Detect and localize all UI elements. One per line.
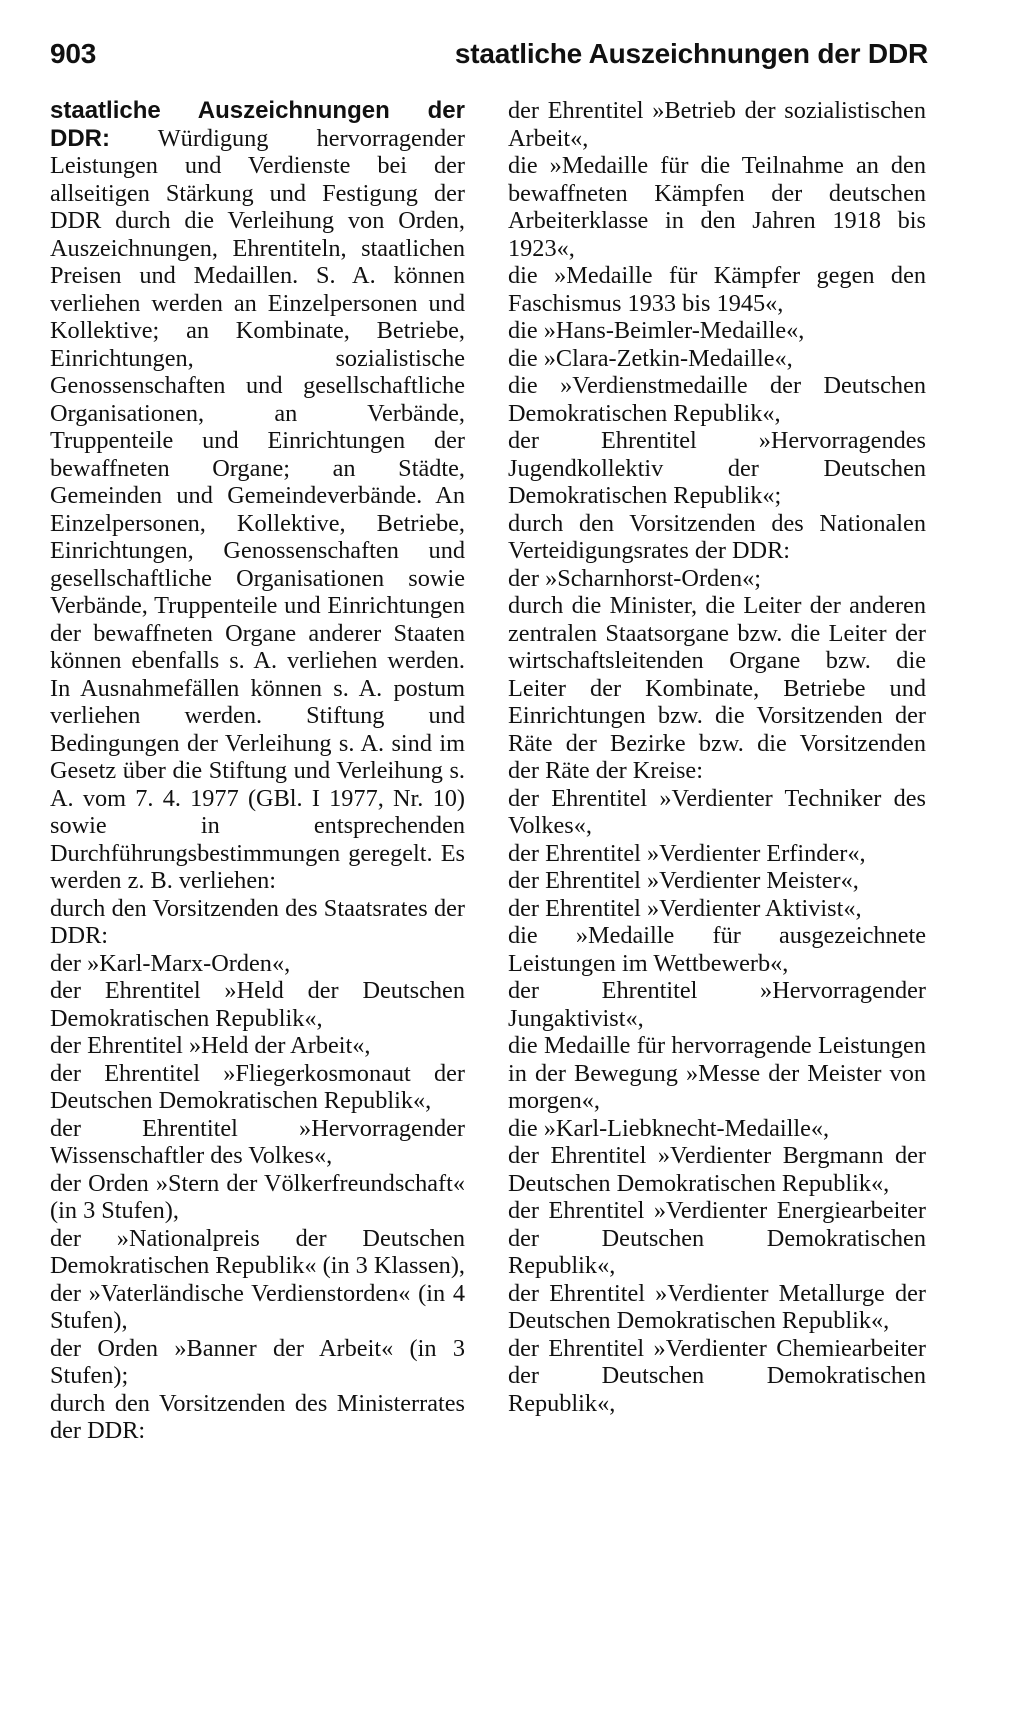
list-item: der Ehrentitel »Verdienter Erfinder«, xyxy=(508,839,866,867)
entry-headword: staatliche Auszeichnungen der DDR: xyxy=(50,97,465,152)
list-item: der »Karl-Marx-Orden«, xyxy=(50,949,291,977)
list-item: der Ehrentitel »Held der Arbeit«, xyxy=(50,1032,371,1059)
list-item: die »Hans-Beimler-Medaille«, xyxy=(508,317,805,344)
list-item: die »Medaille für die Teilnahme an den bewaffneten Kämpfen der deutschen Arbeiterklasse in den Jahren 1918 bis 1923«, xyxy=(508,152,926,262)
list-item: durch den Vorsitzenden des Nationalen Verteidigungsrates der DDR: xyxy=(508,509,926,564)
list-item: der Ehrentitel »Verdienter Techniker des Volkes«, xyxy=(508,784,926,839)
list-item: der »Vaterländische Verdienstorden« (in 4 Stufen), xyxy=(50,1279,465,1334)
list-item: die »Medaille für Kämpfer gegen den Faschismus 1933 bis 1945«, xyxy=(508,262,926,317)
list-item: durch den Vorsitzenden des Staatsrates der DDR: xyxy=(50,894,465,949)
entry-definition: Würdigung hervorragender Leistungen und Verdienste bei der allseitigen Stärkung und Festigung der DDR durch die Verleihung von Orden, Auszeichnungen, Ehrentiteln, staatlichen Preisen und Medaillen. S. A. können verliehen werden an Einzelpersonen und Kollektive; an Kombinate, Betriebe, Einrichtungen, sozialistische Genossenschaften und gesellschaftliche Organisationen, an Verbände, Truppenteile und Einrichtungen der bewaffneten Organe; an Städte, Gemeinden und Gemeindeverbände. An Einzelpersonen, Kollektive, Betriebe, Einrichtungen, Genossenschaften und gesellschaftliche Organisationen sowie Verbände, Truppenteile und Einrichtungen der bewaffneten Organe anderer Staaten können ebenfalls s. A. verliehen werden. In Ausnahmefällen können s. A. postum verliehen werden. Stiftung und Bedingungen der Verleihung s. A. sind im Gesetz über die Stiftung und Verleihung s. A. vom 7. 4. 1977 (GBl. I 1977, Nr. 10) sowie in entsprechenden Durchführungsbestimmungen geregelt. Es werden z. B. verliehen: xyxy=(50,124,465,894)
running-title: staatliche Auszeichnungen der DDR xyxy=(454,38,928,69)
right-column xyxy=(508,97,926,1417)
list-item: der Ehrentitel »Verdienter Bergmann der Deutschen Demokratischen Republik«, xyxy=(508,1142,926,1197)
page-header xyxy=(50,38,928,74)
list-item: der Ehrentitel »Verdienter Aktivist«, xyxy=(508,894,862,922)
list-item: der Ehrentitel »Held der Deutschen Demokratischen Republik«, xyxy=(50,977,465,1032)
list-item: der Ehrentitel »Verdienter Chemiearbeiter der Deutschen Demokratischen Republik«, xyxy=(508,1334,926,1417)
list-item: der Ehrentitel »Hervorragendes Jugendkollektiv der Deutschen Demokratischen Republik«; xyxy=(508,427,926,509)
list-item: der Ehrentitel »Fliegerkosmonaut der Deutschen Demokratischen Republik«, xyxy=(50,1059,465,1114)
list-item: der Orden »Banner der Arbeit« (in 3 Stufen); xyxy=(50,1334,465,1389)
list-item: der Ehrentitel »Hervorragender Wissenschaftler des Volkes«, xyxy=(50,1114,465,1169)
list-item: der Orden »Stern der Völkerfreundschaft« (in 3 Stufen), xyxy=(50,1169,465,1224)
list-item: die »Clara-Zetkin-Medaille«, xyxy=(508,344,793,372)
entry-intro xyxy=(50,97,465,895)
list-item: die Medaille für hervorragende Leistungen in der Bewegung »Messe der Meister von morgen«, xyxy=(508,1032,926,1114)
list-item: der Ehrentitel »Hervorragender Jungaktivist«, xyxy=(508,977,926,1032)
list-item: der Ehrentitel »Verdienter Meister«, xyxy=(508,867,859,894)
left-column xyxy=(50,97,465,1445)
list-item: die »Medaille für ausgezeichnete Leistungen im Wettbewerb«, xyxy=(508,922,926,977)
list-item: der »Nationalpreis der Deutschen Demokratischen Republik« (in 3 Klassen), xyxy=(50,1224,465,1279)
page-number: 903 xyxy=(50,38,97,69)
list-item: die »Verdienstmedaille der Deutschen Demokratischen Republik«, xyxy=(508,372,926,427)
list-item: durch die Minister, die Leiter der anderen zentralen Staatsorgane bzw. die Leiter der wirtschaftsleitenden Organe bzw. die Leiter der Kombinate, Betriebe und Einrichtungen bzw. die Vorsitzenden der Räte der Bezirke bzw. die Vorsitzenden der Räte der Kreise: xyxy=(508,592,926,784)
list-item: der Ehrentitel »Betrieb der sozialistischen Arbeit«, xyxy=(508,97,926,152)
list-item: der »Scharnhorst-Orden«; xyxy=(508,564,762,592)
list-item: der Ehrentitel »Verdienter Energiearbeiter der Deutschen Demokratischen Republik«, xyxy=(508,1197,926,1279)
list-item: durch den Vorsitzenden des Ministerrates der DDR: xyxy=(50,1389,465,1444)
list-item: die »Karl-Liebknecht-Medaille«, xyxy=(508,1114,830,1142)
list-item: der Ehrentitel »Verdienter Metallurge der Deutschen Demokratischen Republik«, xyxy=(508,1279,926,1334)
